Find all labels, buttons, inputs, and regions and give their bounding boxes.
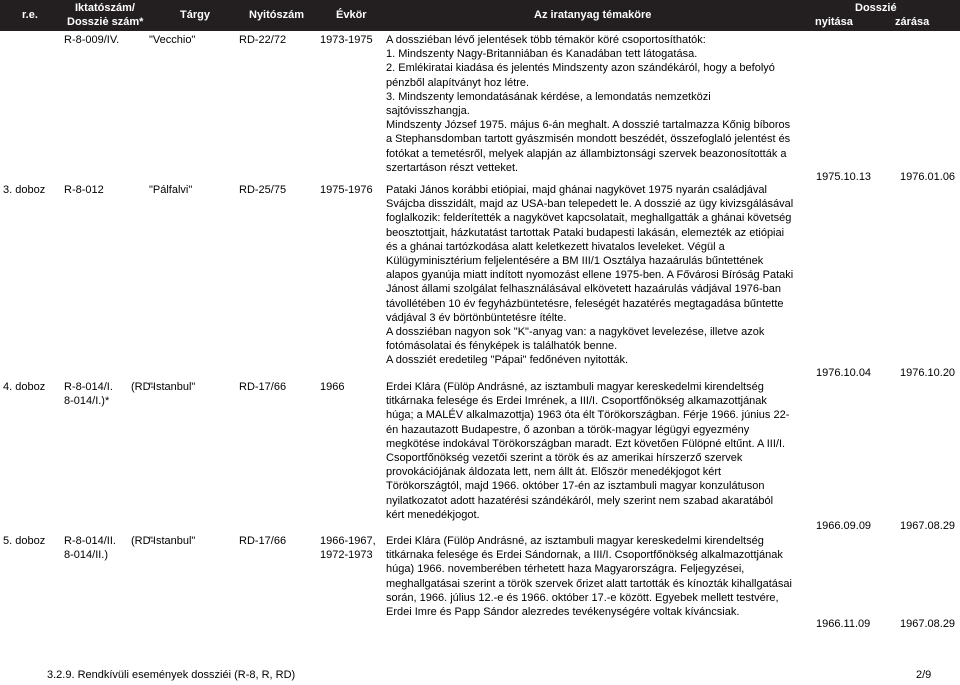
desc-paragraph: 1. Mindszenty Nagy-Britanniában és Kanadában tett látogatása. (386, 48, 698, 61)
zarasa: 1967.08.29 (900, 520, 956, 532)
footer-title: 3.2.9. Rendkívüli események dossziéi (R-8, R, RD) (47, 669, 296, 681)
col-targy: Tárgy (180, 9, 210, 21)
nyitoszam: RD-22/72 (239, 34, 287, 46)
col-evkor: Évkör (336, 9, 367, 21)
targy: "Vecchio" (149, 34, 196, 46)
zarasa: 1967.08.29 (900, 618, 956, 630)
desc-paragraph: 3. Mindszenty lemondatásának kérdése, a lemondatás nemzetközi sajtóvisszhangja. (386, 90, 711, 118)
col-iktatoszam-2: Dossziė szám* (67, 16, 144, 28)
nyitasa: 1976.10.04 (816, 367, 872, 379)
iktatoszam: R-8-014/I. (64, 381, 113, 393)
desc-paragraph: A dossziét eredetileg "Pápai" fedőnéven nyitották. (386, 354, 629, 367)
nyitasa: 1975.10.13 (816, 171, 872, 183)
row-description (386, 183, 794, 368)
iktatoszam-2: 8-014/I.)* (64, 395, 110, 407)
desc-paragraph: A dossziéban nagyon sok "K"-anyag van: a nagykövet levelezése, illetve azok fotómásolatai és fényképek is találhatók benne. (386, 326, 765, 353)
iktatoszam: R-8-014/II. (64, 535, 116, 547)
row-description (386, 33, 794, 175)
page-number: 2/9 (916, 669, 932, 681)
zarasa: 1976.01.06 (900, 171, 956, 183)
iktatoszam: R-8-012 (64, 184, 104, 196)
nyitoszam: RD-17/66 (239, 535, 287, 547)
desc-paragraph: Erdei Klára (Fülöp Andrásné, az isztambuli magyar kereskedelmi kirendeltség titkárnaka felesége és Erdei Sándornak, a III/I. Csoportfőnökség alkalmazottjának húga) 1966. novemberében térhetett haza Magyarországra. Feljegyzései, meghallgatásai szerint a török szervek őrizet alatt tartották és kínozták kihallgatásai során, 1966. július 12.-e és 1966. október 17.-e között. Egyebek mellett testvére, Erdei Imre és Papp Sándor alezredes tevékenységére voltak kíváncsiak. (386, 535, 792, 619)
desc-paragraph: Mindszenty József 1975. május 6-án meghalt. A dosszié tartalmazza Kőnig bíboros a Stephansdomban tartott gyászmisén mondott beszédét, összefoglaló jelentést és fotókat a temetésről, melyek alapján az állambiztonsági szervek beazonosították a szertartáson részt vetteket. (386, 119, 791, 174)
targy: "Pálfalvi" (149, 184, 193, 196)
desc-paragraph: A dossziéban lévő jelentések több témakör köré csoportosíthatók: (386, 34, 706, 46)
evkor: 1973-1975 (320, 34, 373, 46)
iktatoszam-rd: (RD- (131, 381, 155, 393)
table-header (0, 0, 960, 31)
col-re: r.e. (22, 9, 38, 21)
col-nyitasa: nyitása (815, 16, 853, 28)
nyitasa: 1966.09.09 (816, 520, 872, 532)
col-iktatoszam: Iktatószám/ (75, 2, 135, 14)
col-nyitoszam: Nyitószám (249, 9, 305, 21)
desc-paragraph: 2. Emlékiratai kiadása és jelentés Mindszenty azon szándékáról, hogy a befolyó pénzből alapítványt hoz létre. (386, 62, 775, 89)
re: 3. doboz (3, 184, 46, 196)
evkor: 1966 (320, 381, 345, 393)
nyitasa: 1966.11.09 (816, 618, 871, 630)
desc-paragraph: Pataki János korábbi etiópiai, majd ghánai nagykövet 1975 nyarán családjával Svájcba disszidált, majd az USA-ban telepedett le. A dosszié az ügy kivizsgálásával foglalkozik: felderítették a nagykövet kapcsolatait, meghallgatták a ghánai követség beosztottjait, házkutatást tartottak Pataki budapesti lakásán, elemezték az etiópiai és a ghánai tartózkodása alatt keletkezett hivatalos leveleket. Végül a Külügyminisztérium feljelentésére a BM III/1 Osztálya hazaárulás bűntettének alapos gyanúja miatt indított nyomozást ellene 1975-ben. A Fővárosi Bíróság Pataki Jánost állami szolgálat felhasználásával elkövetett hazaárulás vádjával 1976-ban távollétében 10 év fegyházbüntetésre, feleségét hazatérés megtagadása bűntette vádjával 3 év börtönbüntetésre ítélte. (386, 184, 794, 324)
zarasa: 1976.10.20 (900, 367, 956, 379)
targy: "Istanbul" (149, 381, 196, 393)
iktatoszam-2: 8-014/II.) (64, 549, 109, 561)
row-description (386, 534, 794, 619)
evkor: 1975-1976 (320, 184, 373, 196)
re: 4. doboz (3, 381, 46, 393)
col-dosszie: Dosszié (855, 2, 897, 14)
nyitoszam: RD-25/75 (239, 184, 287, 196)
desc-paragraph: Erdei Klára (Fülöp Andrásné, az isztambuli magyar kereskedelmi kirendeltség titkárnaka felesége és Erdei Imrének, a III/I. Csoportfőnökség alkamazottjának húga; a MALÉV alkalmazottja) 1963 óta élt Törökországban. Férje 1966. június 22-én hazautazott Budapestre, ő azonban a török-magyar légügyi egyezmény megkötése indokával Törökországban maradt. Ezt követően Fülöpné eltűnt. A III/I. Csoportfőnökség vezetői szerint a török és az amerikai hírszerző szervek provokációjának áldozata lett, nem állt át. Először menedékjogot kért Törökországtól, majd 1966. október 17-én az isztambuli magyar konzulátuson nyilatkozatot adott hazatérési szándékáról, mely szerint nem szabad akaratából kért menedékjogot. (386, 381, 790, 521)
iktatoszam: R-8-009/IV. (64, 34, 120, 46)
evkor-2: 1972-1973 (320, 549, 373, 561)
targy: "Istanbul" (149, 535, 196, 547)
col-zarasa: zárása (895, 16, 930, 28)
col-temakore: Az iratanyag témaköre (534, 9, 652, 21)
nyitoszam: RD-17/66 (239, 381, 287, 393)
re: 5. doboz (3, 535, 46, 547)
iktatoszam-rd: (RD- (131, 535, 155, 547)
row-description (386, 380, 794, 522)
evkor: 1966-1967, (320, 535, 376, 547)
